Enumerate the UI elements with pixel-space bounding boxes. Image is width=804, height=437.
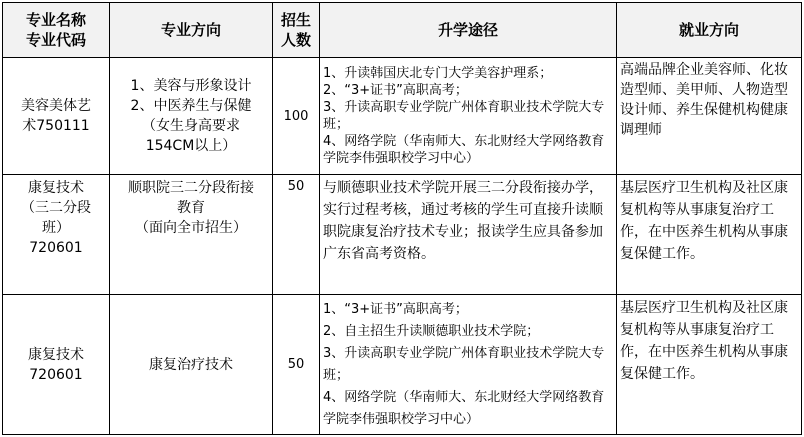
header-enrollment bbox=[273, 3, 320, 58]
header-direction: 专业方向 bbox=[110, 3, 273, 58]
pathway-item: 2、“3+证书”高职高考； bbox=[323, 83, 468, 98]
pathway-cell: 与顺德职业技术学院开展三二分段衔接办学，实行过程考核，通过考核的学生可直接升读顺职院康复治疗技术专业；报读学生应具备参加广东省高考资格。 bbox=[320, 175, 617, 295]
major-name: 康复技术 bbox=[28, 346, 84, 363]
major-cell bbox=[3, 58, 110, 175]
direction-line: 顺职院三二分段衔接 bbox=[128, 180, 254, 196]
header-pathway: 升学途径 bbox=[320, 3, 617, 58]
major-code: 720601 bbox=[29, 240, 83, 256]
pathway-item: 1、升读韩国庆北专门大学美容护理系； bbox=[323, 66, 553, 81]
header-employment: 就业方向 bbox=[617, 3, 802, 58]
pathway-item: 4、网络学院（华南师大、东北财经大学网络教育学院李伟强职校学习中心） bbox=[323, 389, 605, 427]
direction-cell bbox=[110, 58, 273, 175]
direction-line: （面向全市招生） bbox=[135, 220, 247, 236]
direction-line: 154CM以上） bbox=[145, 138, 237, 154]
direction-cell bbox=[110, 175, 273, 295]
employment-cell: 基层医疗卫生机构及社区康复机构等从事康复治疗工作，在中医养生机构从事康复保健工作。 bbox=[617, 295, 802, 435]
employment-cell: 基层医疗卫生机构及社区康复机构等从事康复治疗工作，在中医养生机构从事康复保健工作。 bbox=[617, 175, 802, 295]
pathway-item: 1、“3+证书”高职高考； bbox=[323, 301, 468, 317]
direction-line: 2、中医养生与保健 bbox=[130, 98, 252, 114]
header-major-line1: 专业名称 bbox=[25, 11, 86, 29]
direction-line: （女生身高要求 bbox=[142, 118, 240, 134]
pathway-item: 2、自主招生升读顺德职业技术学院； bbox=[323, 323, 540, 339]
header-row bbox=[3, 3, 802, 58]
header-enrollment-line2: 人数 bbox=[280, 31, 311, 49]
pathway-item: 3、升读高职专业学院广州体育职业技术学院大专班； bbox=[323, 345, 605, 383]
pathway-cell bbox=[320, 58, 617, 175]
employment-cell: 高端品牌企业美容师、化妆造型师、美甲师、人物造型设计师、养生保健机构健康调理师 bbox=[617, 58, 802, 175]
pathway-item: 3、升读高职专业学院广州体育职业技术学院大专班； bbox=[323, 100, 605, 132]
major-cell bbox=[3, 175, 110, 295]
pathway-cell bbox=[320, 295, 617, 435]
table-row bbox=[3, 175, 802, 295]
direction-line: 教育 bbox=[177, 200, 205, 216]
major-name-note: （三二分段 bbox=[21, 200, 91, 216]
enrollment-count: 100 bbox=[273, 58, 320, 175]
header-major bbox=[3, 3, 110, 58]
major-code: 720601 bbox=[29, 366, 83, 383]
enrollment-table bbox=[2, 2, 802, 435]
header-enrollment-line1: 招生 bbox=[280, 11, 311, 29]
major-cell bbox=[3, 295, 110, 435]
enrollment-count: 50 bbox=[273, 295, 320, 435]
pathway-item: 4、网络学院（华南师大、东北财经大学网络教育学院李伟强职校学习中心） bbox=[323, 134, 605, 166]
major-name: 康复技术 bbox=[28, 180, 84, 196]
direction-line: 1、美容与形象设计 bbox=[130, 78, 252, 94]
direction-line: 康复治疗技术 bbox=[149, 356, 233, 373]
major-code: 术750111 bbox=[22, 118, 90, 134]
direction-cell bbox=[110, 295, 273, 435]
header-major-line2: 专业代码 bbox=[25, 31, 86, 49]
major-name: 美容美体艺 bbox=[21, 98, 91, 114]
major-name-note: 班） bbox=[42, 220, 70, 236]
enrollment-count: 50 bbox=[273, 175, 320, 295]
table-row bbox=[3, 58, 802, 175]
table-row bbox=[3, 295, 802, 435]
